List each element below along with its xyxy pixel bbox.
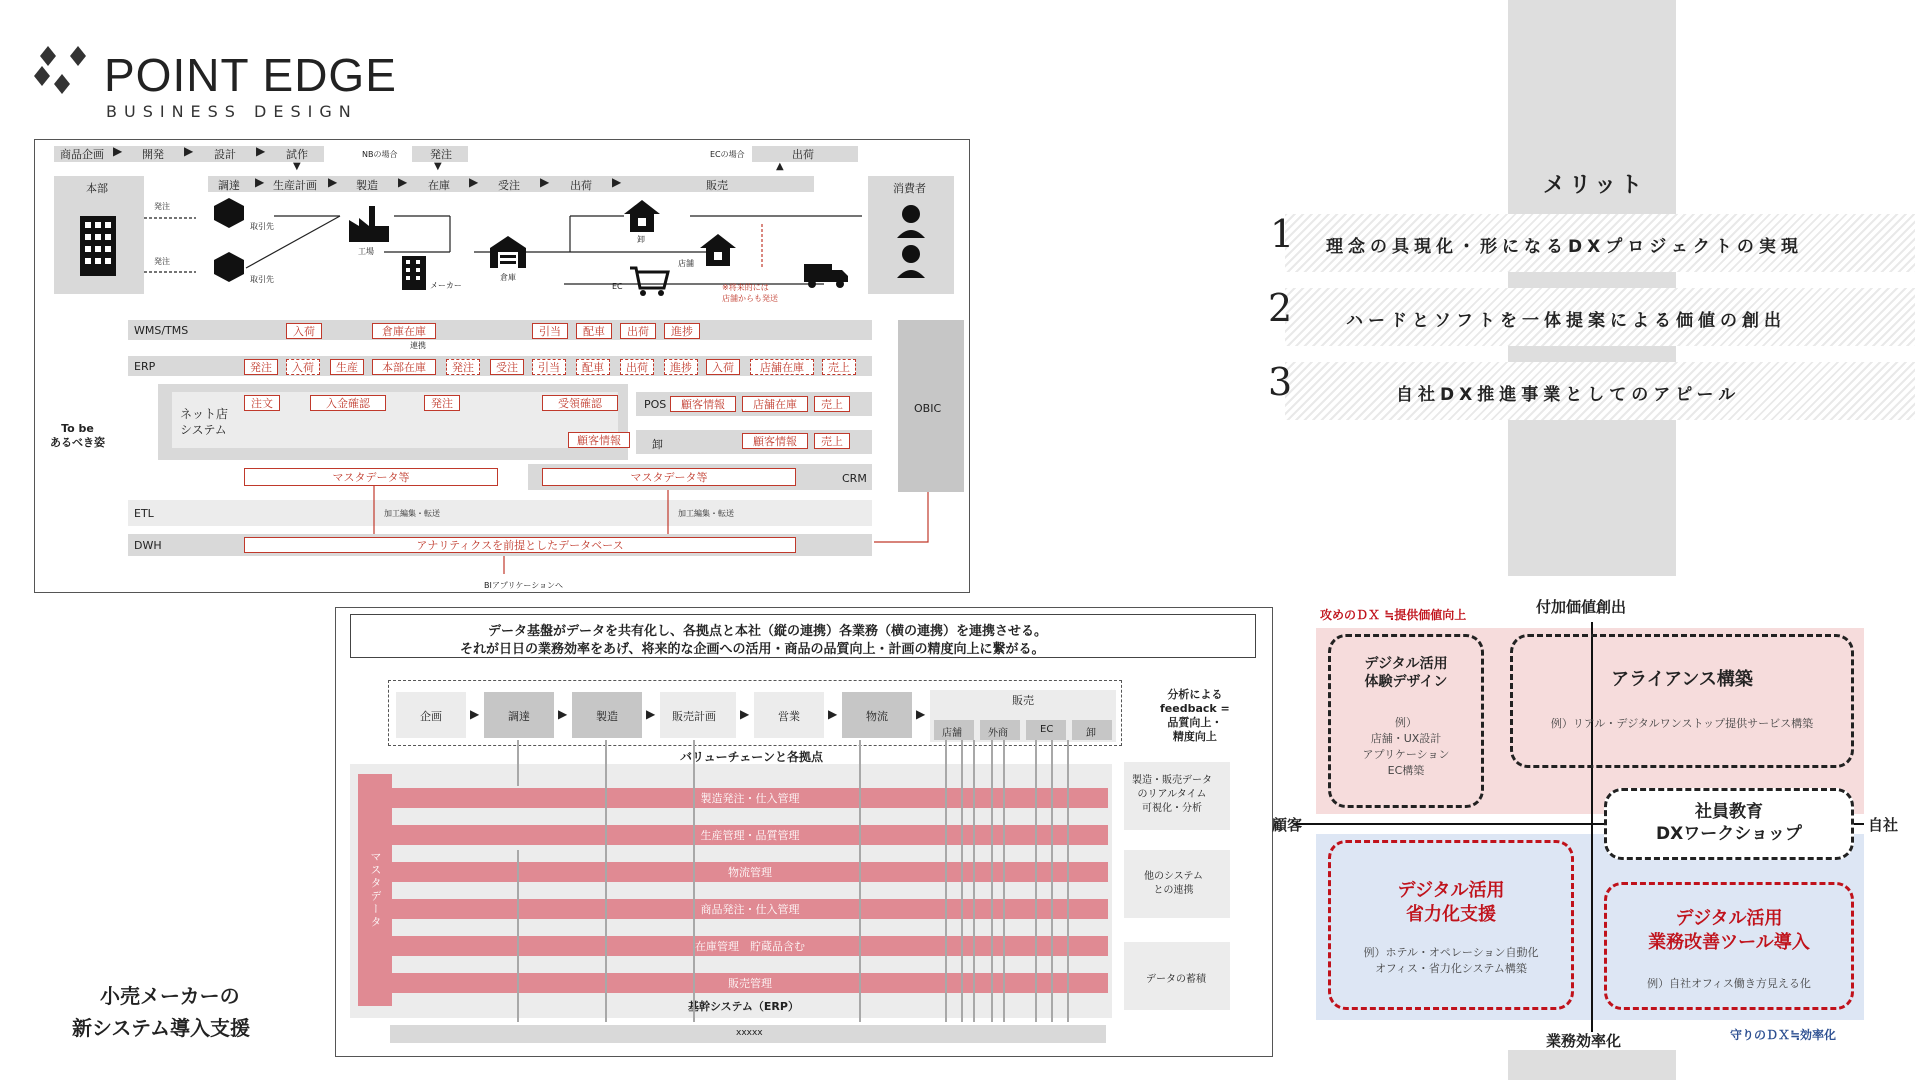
- core-system-label: 基幹システム（ERP）: [688, 1000, 799, 1013]
- master-data-2: マスタデータ等: [542, 468, 796, 486]
- quad-labor-saving-title: デジタル活用 省力化支援: [1397, 880, 1505, 925]
- merit-title: メリット: [1543, 173, 1647, 198]
- side-data-storage-label: データの蓄積: [1146, 974, 1206, 985]
- consumer-label: 消費者: [893, 182, 926, 195]
- box-icon: [214, 252, 244, 282]
- maker-label: メーカー: [430, 281, 462, 290]
- quad-workshop: [1604, 788, 1854, 860]
- quad-alliance: [1510, 634, 1854, 768]
- master-data-1: マスタデータ等: [244, 468, 498, 486]
- side-other-systems-label: 他のシステム との連携: [1144, 871, 1203, 896]
- sales-sub-tenpo: 店舗: [942, 728, 962, 739]
- wms-item-soko-zaiko: 倉庫在庫: [372, 323, 436, 339]
- store-house-icon: [700, 234, 736, 266]
- brand-name: POINT EDGE: [104, 49, 397, 101]
- step-shukka: 出荷: [570, 179, 592, 192]
- receipt-confirm: 受領確認: [542, 395, 618, 411]
- bi-label: BIアプリケーションへ: [484, 581, 564, 590]
- sales-sub-gaisho: 外商: [988, 728, 1008, 739]
- supplier-label-2: 取引先: [250, 275, 274, 284]
- dwh-label: DWH: [134, 539, 162, 552]
- erp-label: ERP: [134, 360, 156, 373]
- person-icon: [896, 204, 926, 284]
- chain-sales-label: 販売: [1012, 694, 1034, 707]
- erp-item-shinchoku: 進捗: [664, 359, 698, 375]
- oroshi-item-customer: 顧客情報: [742, 433, 808, 449]
- erp-item-nyuka: 入荷: [286, 359, 320, 375]
- quad-business-tools: [1604, 882, 1854, 1010]
- erp-item-hatchu: 発注: [244, 359, 278, 375]
- order-label-2: 発注: [154, 257, 170, 266]
- wholesale-label: 卸: [637, 235, 645, 244]
- store-label: 店舗: [678, 259, 694, 268]
- quad-experience-design-sub: 例） 店舗・UX設計 アプリケーション EC構築: [1362, 716, 1450, 777]
- pos-item-customer: 顧客情報: [670, 396, 736, 412]
- sales-sub-ec: EC: [1040, 724, 1054, 735]
- erp-item-tenpo-zaiko: 店舗在庫: [750, 359, 814, 375]
- cart-icon: [630, 266, 670, 296]
- offense-label: 攻めのＤＸ ≒提供価値向上: [1320, 608, 1467, 622]
- netstore-label: ネット店 システム: [180, 407, 229, 437]
- ec-step: 出荷: [792, 148, 814, 161]
- chain-chotatsu-label: 調達: [508, 710, 530, 723]
- merit-text-3: 自社DX推進事業としてのアピール: [1396, 385, 1741, 405]
- wms-item-shukka: 出荷: [620, 323, 656, 339]
- axis-left-label: 顧客: [1272, 816, 1303, 834]
- erp-item-haisha: 配車: [576, 359, 610, 375]
- chain-eigyo-label: 営業: [778, 710, 800, 723]
- factory-label: 工場: [358, 247, 374, 256]
- step-seisan-keikaku: 生産計画: [273, 179, 317, 192]
- step-zaiko: 在庫: [428, 179, 450, 192]
- net-item-nyukin: 入金確認: [310, 395, 386, 411]
- platform-headline-2: それが日日の業務効率をあげ、将来的な企画への活用・商品の品質向上・計画の精度向上に繋がる。: [460, 642, 1045, 657]
- step-seizo: 製造: [356, 179, 378, 192]
- order-label-1: 発注: [154, 202, 170, 211]
- row-hanbai-kanri: 販売管理: [392, 973, 1108, 993]
- oroshi-label: 卸: [652, 438, 663, 451]
- pos-item-tenpo-zaiko: 店舗在庫: [742, 396, 808, 412]
- erp-item-hikiate: 引当: [532, 359, 566, 375]
- warehouse-icon: [490, 236, 526, 268]
- truck-icon: [804, 262, 848, 288]
- merit-text-2: ハードとソフトを一体提案による価値の創出: [1346, 311, 1786, 331]
- wms-item-hikiate: 引当: [532, 323, 568, 339]
- wms-label: WMS/TMS: [134, 324, 189, 337]
- caption-line-2: 新システム導入支援: [72, 1016, 250, 1040]
- nb-step: 発注: [430, 148, 452, 161]
- quad-workshop-title: 社員教育 DXワークショップ: [1656, 802, 1802, 844]
- pos-item-uriage: 売上: [814, 396, 850, 412]
- wms-item-haisha: 配車: [576, 323, 612, 339]
- maker-building-icon: [402, 256, 426, 290]
- side-realtime-label: 製造・販売データ のリアルタイム 可視化・分析: [1132, 775, 1212, 814]
- factory-icon: [349, 206, 389, 242]
- step-kaihatsu: 開発: [142, 148, 164, 161]
- master-data-vertical-label: マスタデータ: [369, 851, 382, 929]
- row-butsuryu-kanri: 物流管理: [392, 862, 1108, 882]
- flow-arrows-lower: [370, 486, 970, 586]
- row-zaiko-kanri: 在庫管理 貯蔵品含む: [392, 936, 1108, 956]
- chain-butsuryu-label: 物流: [866, 710, 888, 723]
- quad-alliance-title: アライアンス構築: [1611, 669, 1753, 690]
- erp-item-uriage: 売上: [822, 359, 856, 375]
- net-item-hatchu: 発注: [424, 395, 460, 411]
- erp-item-honbu-zaiko: 本部在庫: [372, 359, 436, 375]
- future-note: ※将来的には 店舗からも発送: [722, 283, 778, 303]
- honbu-label: 本部: [86, 182, 108, 195]
- erp-item-hatchu-2: 発注: [446, 359, 480, 375]
- nb-label: NBの場合: [362, 150, 398, 159]
- supplier-label-1: 取引先: [250, 222, 274, 231]
- net-item-chumon: 注文: [244, 395, 280, 411]
- step-chotatsu: 調達: [218, 179, 240, 192]
- merit-num-2: 2: [1268, 286, 1293, 330]
- quad-business-tools-title: デジタル活用 業務改善ツール導入: [1648, 908, 1810, 953]
- step-sekkei: 設計: [214, 148, 236, 161]
- oroshi-item-uriage: 売上: [814, 433, 850, 449]
- axis-bottom-label: 業務効率化: [1546, 1032, 1622, 1050]
- dwh-database: アナリティクスを前提としたデータベース: [244, 537, 796, 553]
- renkei-label: 連携: [410, 341, 426, 350]
- pos-label: POS: [644, 398, 667, 411]
- quad-alliance-sub: 例）リアル・デジタルワンストップ提供サービス構築: [1550, 717, 1814, 730]
- brand-tagline: BUSINESS DESIGN: [106, 102, 358, 121]
- sales-sub-oroshi: 卸: [1086, 728, 1096, 739]
- etl-kako-1: 加工編集・転送: [384, 509, 440, 518]
- axis-right-label: 自社: [1868, 816, 1899, 834]
- merit-text-1: 理念の具現化・形になるDXプロジェクトの実現: [1326, 237, 1803, 257]
- chain-seizo-label: 製造: [596, 710, 618, 723]
- quad-business-tools-sub: 例）自社オフィス働き方見える化: [1647, 977, 1811, 990]
- quad-experience-design: [1328, 634, 1484, 808]
- wholesale-house-icon: [624, 200, 660, 232]
- bottom-bar-label: xxxxx: [736, 1028, 763, 1038]
- etl-kako-2: 加工編集・転送: [678, 509, 734, 518]
- analysis-feedback: 分析による feedback = 品質向上・ 精度向上: [1160, 688, 1230, 743]
- chain-hanbai-keikaku-label: 販売計画: [672, 710, 716, 723]
- wms-item-nyuka: 入荷: [286, 323, 322, 339]
- ec-label: ECの場合: [710, 150, 745, 159]
- logo-mark-icon: [34, 44, 90, 100]
- oroshi-customer-left: 顧客情報: [568, 432, 630, 448]
- master-data-vertical: [358, 774, 392, 1006]
- obic-label: OBIC: [914, 402, 942, 415]
- tobe-label: To be あるべき姿: [50, 422, 105, 449]
- erp-item-nyuka-2: 入荷: [706, 359, 740, 375]
- quad-labor-saving-sub: 例）ホテル・オペレーション自動化 オフィス・省力化システム構築: [1363, 946, 1539, 975]
- vertical-link-arrows: [500, 740, 1100, 1040]
- vertical-gray-band-bottom: [1508, 1050, 1676, 1080]
- platform-headline-1: データ基盤がデータを共有化し、各拠点と本社（縦の連携）各業務（横の連携）を連携させる。: [488, 624, 1048, 639]
- etl-label: ETL: [134, 507, 154, 520]
- merit-num-3: 3: [1268, 360, 1293, 404]
- merit-num-1: 1: [1270, 212, 1295, 256]
- row-shohin-hatchu: 商品発注・仕入管理: [392, 899, 1108, 919]
- quad-experience-design-title: デジタル活用 体験デザイン: [1364, 656, 1448, 690]
- step-shisaku: 試作: [286, 148, 308, 161]
- wms-item-shinchoku: 進捗: [664, 323, 700, 339]
- step-juchu: 受注: [498, 179, 520, 192]
- step-shohin-kikaku: 商品企画: [60, 148, 104, 161]
- building-icon: [80, 216, 116, 276]
- chain-caption: バリューチェーンと各拠点: [680, 750, 824, 764]
- warehouse-label: 倉庫: [500, 273, 516, 282]
- quad-labor-saving: [1328, 840, 1574, 1010]
- erp-item-seisan: 生産: [330, 359, 364, 375]
- axis-top-label: 付加価値創出: [1536, 598, 1627, 616]
- erp-item-juchu: 受注: [490, 359, 524, 375]
- chain-kikaku-label: 企画: [420, 710, 442, 723]
- caption-line-1: 小売メーカーの: [100, 984, 240, 1008]
- row-seizo-hatchu: 製造発注・仕入管理: [392, 788, 1108, 808]
- erp-item-shukka: 出荷: [620, 359, 654, 375]
- crm-label: CRM: [842, 472, 867, 485]
- ec-node-label: EC: [612, 282, 623, 291]
- row-seisan-kanri: 生産管理・品質管理: [392, 825, 1108, 845]
- defense-label: 守りのＤＸ≒効率化: [1730, 1028, 1837, 1042]
- step-hanbai: 販売: [706, 179, 728, 192]
- box-icon: [214, 198, 244, 228]
